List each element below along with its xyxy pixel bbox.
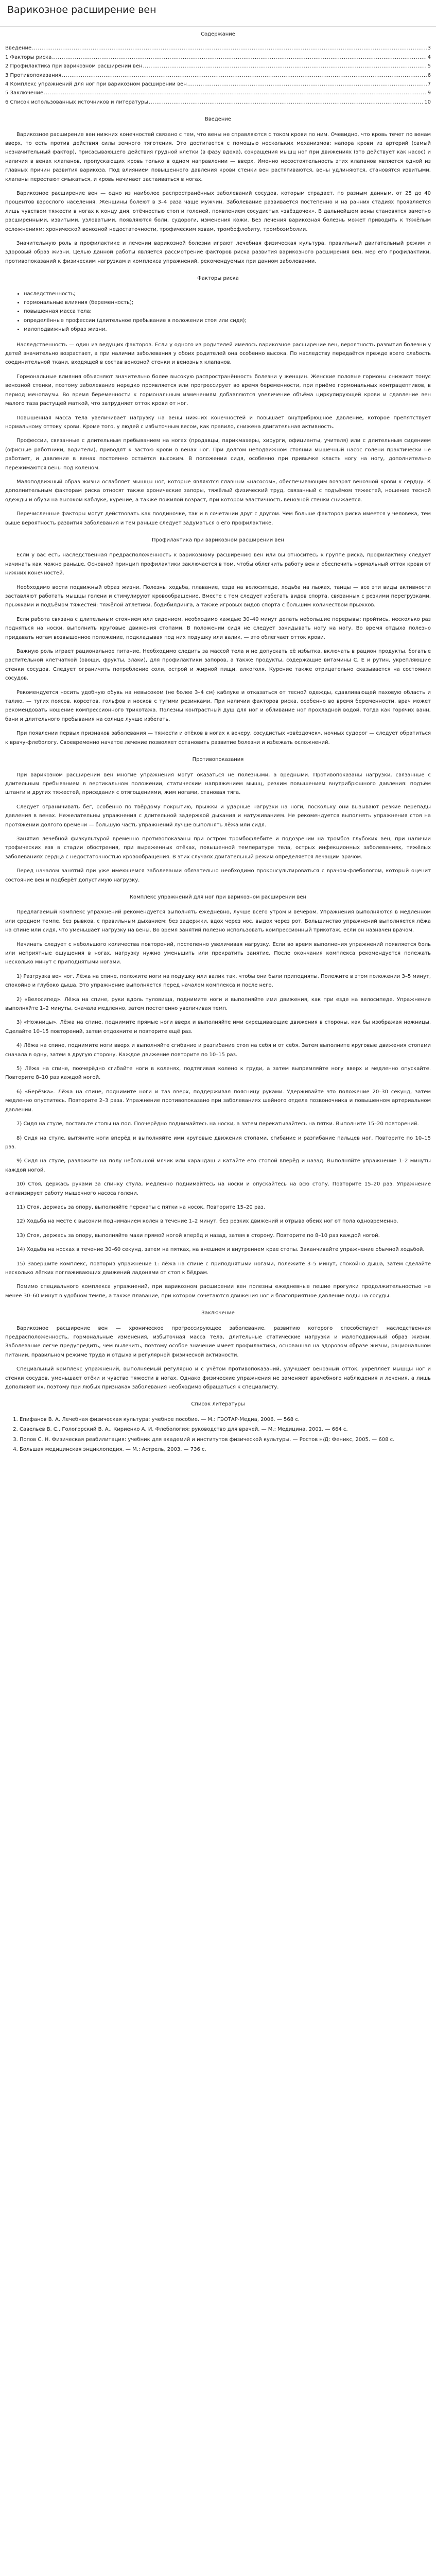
exercise-item: 9) Сидя на стуле, разложите на полу небольшой мячик или карандаш и катайте его стопой вперёд и назад. Выполняйте упражнение 1–2 минуты каждой ногой. [5,1158,431,1173]
intro-paragraph: Значительную роль в профилактике и лечении варикозной болезни играют лечебная физическая культура, правильный двигательный режим и здоровый образ жизни. Целью данной работы является рассмотрение факторов риска развития варикозного расширения вен, мер его профилактики, противопоказаний к физическим нагрузкам и комплекса упражнений, рекомендуемых при данном заболевании. [5,241,431,264]
intro-heading: Введение [204,116,232,123]
toc-leader-dots [44,89,427,97]
exercises-closing [5,1282,431,1300]
exercise-item: 12) Ходьба на месте с высоким подниманием колен в течение 1–2 минут, без резких движений и отрыва обеих ног от пола одновременно. [16,1218,398,1225]
exercise-item: 11) Стоя, держась за опору, выполняйте перекаты с пятки на носок. Повторите 15–20 раз. [16,1204,265,1210]
reference-item: 4. Большая медицинская энциклопедия. — М.: Астрель, 2003. — 736 с. [20,1445,431,1454]
reference-item: 2. Савельев В. С., Гологорский В. А., Кириенко А. И. Флебология: руководство для врачей. — М.: Медицина, 2001. — 664 с. [20,1425,431,1434]
risk-factor-item: • повышенная масса тела; [24,307,431,316]
contraindication-paragraph: Занятия лечебной физкультурой временно противопоказаны при остром тромбофлебите и подозрении на тромбоз глубоких вен, при наличии трофических язв в стадии обострения, при выраженных отёках, повышенной температуре тела, острых инфекционных заболеваниях, тяжёлых заболеваниях сердца с недостаточностью кровообращения. В этих случаях двигательный режим определяется лечащим врачом. [5,836,431,860]
toc-leader-dots [62,71,427,80]
risk-paragraph: Наследственность — один из ведущих факторов. Если у одного из родителей имелось варикозное расширение вен, вероятность развития болезни у детей значительно возрастает, а при наличии заболевания у обоих родителей она особенно высока. По наследству передаётся прежде всего слабость соединительной ткани, входящей в состав венозной стенки и венозных клапанов. [5,342,431,366]
toc-entry-label: 6 Список использованных источников и литературы [5,99,148,105]
toc-entry[interactable] [5,44,431,53]
exercise-item: 7) Сидя на стуле, поставьте стопы на пол. Поочерёдно поднимайтесь на носки, а затем перекатывайтесь на пятки. Выполните 15–20 повторений. [16,1121,419,1127]
toc-entry[interactable] [5,89,431,97]
prevention-paragraph: Если у вас есть наследственная предрасположенность к варикозному расширению вен или вы относитесь к группе риска, профилактику следует начинать как можно раньше. Основной принцип профилактики заключается в том, чтобы облегчить работу вен и обеспечить нормальный отток крови от нижних конечностей. [5,552,431,577]
risk-section [5,341,431,528]
exercise-item: 14) Ходьба на носках в течение 30–60 секунд, затем на пятках, на внешнем и внутреннем крае стопы. Заканчивайте упражнение обычной ходьбой. [16,1247,425,1253]
toc-entry-label: 1 Факторы риска [5,54,52,60]
document-body [5,30,431,1455]
contraindications-section [5,771,431,885]
toc-entry-label: 3 Противопоказания [5,72,62,78]
risk-factor-list [5,290,431,334]
references-heading: Список литературы [191,1401,245,1408]
conclusion-paragraph: Варикозное расширение вен — хроническое прогрессирующее заболевание, развитию которого способствуют наследственная предрасположенность, гормональные изменения, избыточная масса тела, длительные статические нагрузки и малоподвижный образ жизни. Заболевание легче предупредить, чем вылечить, поэтому особое значение имеет профилактика, основанная на здоровом образе жизни, рациональном питании, правильном режиме труда и отдыха и регулярной физической активности. [5,1325,431,1358]
toc-entry-label: 5 Заключение [5,90,44,96]
exercise-list [5,972,431,1278]
intro-paragraph: Варикозное расширение вен — одно из наиболее распространённых заболеваний сосудов, которым страдает, по разным данным, от 25 до 40 процентов взрослого населения. Женщины болеют в 3–4 раза чаще мужчин. Заболевание развивается постепенно и на ранних стадиях проявляется лишь чувством тяжести в ногах к концу дня, отёчностью стоп и голеней, появлением сосудистых «звёздочек». В дальнейшем вены становятся заметно расширенными, извитыми, узловатыми, появляются боли, судороги, изменения кожи. Без лечения варикозная болезнь может приводить к тяжёлым осложнениям: хронической венозной недостаточности, трофическим язвам, тромбофлебиту, тромбоэмболии. [5,190,431,232]
toc-entry[interactable] [5,80,431,89]
risk-factor-item: • определённые профессии (длительное пребывание в положении стоя или сидя); [24,316,431,325]
risk-paragraph: Гормональные влияния объясняют значительно более высокую распространённость болезни у женщин. Женские половые гормоны снижают тонус венозной стенки, поэтому заболевание нередко проявляется или прогрессирует во время беременности, при приёме гормональных контрацептивов, в период менопаузы. Во время беременности к гормональным изменениям добавляются увеличение объёма циркулирующей крови и сдавление вен малого таза растущей маткой, что затрудняет отток крови от ног. [5,374,431,407]
toc-leader-dots [32,44,427,53]
risk-factor-item: • малоподвижный образ жизни. [24,325,431,334]
toc-entry-page: 9 [427,90,431,96]
exercise-item: 8) Сидя на стуле, вытяните ноги вперёд и выполняйте ими круговые движения стопами, сгибание и разгибание пальцев ног. Повторите по 10–15 раз. [5,1135,431,1150]
risk-heading: Факторы риска [197,276,239,282]
conclusion-heading: Заключение [201,1310,235,1316]
contra-heading: Противопоказания [192,757,244,763]
contraindication-paragraph: При варикозном расширении вен многие упражнения могут оказаться не полезными, а вредными. Противопоказаны нагрузки, связанные с длительным пребыванием в вертикальном положении, статическим напряжением мышц, резким повышением внутрибрюшного давления: подъём штанги и других тяжестей, приседания с отягощениями, жим ногами, становая тяга. [5,772,431,796]
table-of-contents [5,44,431,107]
exercises-closing-paragraph: Помимо специального комплекса упражнений, при варикозном расширении вен полезны ежедневные пешие прогулки продолжительностью не менее 30–60 минут в удобном темпе, а также плавание, при котором сочетаются движения ног и благоприятное давление воды на сосуды. [5,1284,431,1299]
contraindication-paragraph: Перед началом занятий при уже имеющемся заболевании обязательно необходимо проконсультироваться с врачом-флебологом, который оценит состояние вен и подберёт допустимую нагрузку. [5,868,431,883]
exercise-item: 13) Стоя, держась за опору, выполняйте махи прямой ногой вперёд и назад, затем в сторону. Повторите по 8–10 раз каждой ногой. [16,1232,380,1239]
exercise-item: 6) «Берёзка». Лёжа на спине, поднимите ноги и таз вверх, поддерживая поясницу руками. Удерживайте это положение 20–30 секунд, затем медленно опуститесь. Повторите 2–3 раза. Упражнение противопоказано при заболеваниях шейного отдела позвоночника и повышенном артериальном давлении. [5,1089,431,1113]
risk-paragraph: Повышенная масса тела увеличивает нагрузку на вены нижних конечностей и повышает внутрибрюшное давление, которое препятствует нормальному оттоку крови. Кроме того, у людей с избыточным весом, как правило, снижена двигательная активность. [5,415,431,430]
toc-leader-dots [52,53,427,62]
risk-factor-item: • наследственность; [24,290,431,298]
toc-entry-label: 4 Комплекс упражнений для ног при варикозном расширении вен [5,81,187,87]
page-title: Варикозное расширение вен [7,4,156,15]
toc-entry-page: 7 [427,81,431,87]
intro-section [5,130,431,266]
exercise-item: 4) Лёжа на спине, поднимите ноги вверх и выполняйте сгибание и разгибание стоп на себя и от себя. Затем выполните круговые движения стопами сначала в одну, затем в другую сторону. Каждое движение повторите по 10–15 раз. [5,1043,431,1058]
risk-paragraph: Перечисленные факторы могут действовать как поодиночке, так и в сочетании друг с другом. Чем больше факторов риска имеется у человека, тем выше вероятность развития заболевания и тем раньше следует задуматься о его профилактике. [5,511,431,526]
toc-entry-page: 3 [427,45,431,52]
conclusion-paragraph: Специальный комплекс упражнений, выполняемый регулярно и с учётом противопоказаний, улучшает венозный отток, укрепляет мышцы ног и стенки сосудов, уменьшает отёки и чувство тяжести в ногах. Однако физические упражнения не заменяют врачебного наблюдения и лечения, а лишь дополняют их, поэтому при любых признаках заболевания необходимо обращаться к специалисту. [5,1366,431,1391]
toc-entry-page: 4 [427,54,431,60]
prevention-paragraph: Рекомендуется носить удобную обувь на невысоком (не более 3–4 см) каблуке и отказаться от тесной одежды, сдавливающей паховую область и талию, — тугих поясов, корсетов, гольфов и носков с тугими резинками. При наличии факторов риска, особенно во время беременности, врач может рекомендовать ношение компрессионного трикотажа. Полезны контрастный душ для ног и обливание ног прохладной водой, тогда как горячих ванн, бани и длительного пребывания на солнце лучше избегать. [5,689,431,722]
exercise-item: 5) Лёжа на спине, поочерёдно сгибайте ноги в коленях, подтягивая колено к груди, а затем выпрямляйте ногу вверх и медленно опускайте. Повторите 8–10 раз каждой ногой. [5,1066,431,1081]
exercise-item: 10) Стоя, держась руками за спинку стула, медленно поднимайтесь на носки и опускайтесь на всю стопу. Повторите 15–20 раз. Упражнение активизирует работу мышечного насоса голени. [5,1181,431,1196]
toc-entry[interactable] [5,98,431,107]
exercise-item: 15) Завершите комплекс, повторив упражнение 1: лёжа на спине с приподнятыми ногами, полежите 3–5 минут, спокойно дыша, затем сделайте несколько лёгких поглаживающих движений ладонями от стоп к бёдрам. [5,1261,431,1276]
risk-paragraph: Профессии, связанные с длительным пребыванием на ногах (продавцы, парикмахеры, хирурги, официанты, учителя) или с длительным сидением (офисные работники, водители), приводят к застою крови в венах ног. При долгом неподвижном стоянии мышечный насос голени практически не работает, и давление в венах постоянно остаётся высоким. В положении сидя, особенно при привычке класть ногу на ногу, дополнительно пережимаются вены под коленом. [5,438,431,471]
exercise-item: 3) «Ножницы». Лёжа на спине, поднимите прямые ноги вверх и выполняйте ими скрещивающие движения в стороны, как бы изображая ножницы. Сделайте 10–15 повторений, затем отдохните и повторите ещё раз. [5,1020,431,1035]
toc-entry[interactable] [5,71,431,80]
conclusion-section [5,1324,431,1392]
reference-item: 3. Попов С. Н. Физическая реабилитация: учебник для академий и институтов физической культуры. — Ростов н/Д: Феникс, 2005. — 608 с. [20,1435,431,1444]
prevention-section [5,551,431,747]
toc-entry-label: Введение [5,45,32,52]
toc-entry-label: 2 Профилактика при варикозном расширении вен [5,63,143,70]
toc-entry[interactable] [5,62,431,71]
toc-leader-dots [187,80,427,89]
prevention-paragraph: Если работа связана с длительным стоянием или сидением, необходимо каждые 30–40 минут делать небольшие перерывы: пройтись, несколько раз подняться на носки, выполнить круговые движения стопами. В положении сидя не следует закидывать ногу на ногу. Во время отдыха полезно придавать ногам возвышенное положение, подкладывая под них подушку или валик, — это облегчает отток крови. [5,616,431,640]
exercise-item: 2) «Велосипед». Лёжа на спине, руки вдоль туловища, поднимите ноги и выполняйте ими движения, как при езде на велосипеде. Упражнение выполняйте 1–2 минуты, сначала медленно, затем постепенно увеличивая темп. [5,996,431,1012]
exercises-intro-paragraph: Предлагаемый комплекс упражнений рекомендуется выполнять ежедневно, лучше всего утром и вечером. Упражнения выполняются в медленном или среднем темпе, без рывков, с правильным дыханием: без задержки, вдох через нос, выдох через рот. Большинство упражнений выполняется лёжа на спине или сидя, что уменьшает нагрузку на вены. Во время занятий полезно использовать компрессионный трикотаж, если он назначен врачом. [5,909,431,934]
references-list [5,1415,431,1454]
exercise-item: 1) Разгрузка вен ног. Лёжа на спине, положите ноги на подушку или валик так, чтобы они были приподняты. Полежите в этом положении 3–5 минут, спокойно и глубоко дыша. Это упражнение выполняется перед началом комплекса и после него. [5,973,431,989]
intro-paragraph: Варикозное расширение вен нижних конечностей связано с тем, что вены не справляются с током крови по ним. Очевидно, что кровь течет по венам вверх, то есть против действия силы земного тяготения. Это достигается с помощью нескольких механизмов: напора крови из артерий (самый незначительный фактор), присасывающего действия грудной клетки (в фазу вдоха), сокращения мышц ног при движениях (это действует как насос) и наличия в венах клапанов, пропускающих кровь только в одном направлении — вверх. Именно несостоятельность этих клапанов является одной из главных причин развития варикоза. Под влиянием повышенного давления крови стенки вен растягиваются, вены удлиняются, становятся извитыми, клапаны перестают смыкаться, и кровь начинает застаиваться в ногах. [5,131,431,182]
prevention-paragraph: Необходимо вести подвижный образ жизни. Полезны ходьба, плавание, езда на велосипеде, ходьба на лыжах, танцы — все эти виды активности заставляют работать мышцы голени и стимулируют кровообращение. Вместе с тем следует избегать видов спорта, связанных с резкими перегрузками, прыжками и подъёмом тяжестей: тяжёлой атлетики, бодибилдинга, а также игровых видов спорта с большим количеством прыжков. [5,584,431,608]
toc-heading: Содержание [201,31,235,37]
reference-item: 1. Епифанов В. А. Лечебная физическая культура: учебное пособие. — М.: ГЭОТАР-Медиа, 2006. — 568 с. [20,1415,431,1424]
toc-leader-dots [143,62,427,71]
risk-factor-item: • гормональные влияния (беременность); [24,298,431,307]
page-header [0,0,436,27]
prevention-heading: Профилактика при варикозном расширении вен [152,537,284,543]
prevention-paragraph: Важную роль играет рациональное питание. Необходимо следить за массой тела и не допускать её избытка, включать в рацион продукты, богатые растительной клетчаткой (овощи, фрукты, злаки), для профилактики запоров, а также продукты, содержащие витамины С, Е и рутин, укрепляющие стенки сосудов. Следует ограничить потребление соли, острой и жирной пищи, алкоголя. Курение также отрицательно сказывается на состоянии сосудов. [5,649,431,682]
risk-paragraph: Малоподвижный образ жизни ослабляет мышцы ног, которые являются главным «насосом», обеспечивающим возврат венозной крови к сердцу. К дополнительным факторам риска относят также хронические запоры, тяжёлый физический труд, связанный с подъёмом тяжестей, ношение тесной одежды и обуви на высоком каблуке, курение, а также пожилой возраст, при котором эластичность венозной стенки снижается. [5,479,431,503]
exercises-intro [5,908,431,967]
toc-entry-page: 5 [427,63,431,70]
exercises-intro-paragraph: Начинать следует с небольшого количества повторений, постепенно увеличивая нагрузку. Если во время выполнения упражнений появляется боль или неприятные ощущения в ногах, нагрузку нужно уменьшить или прекратить занятие. После окончания комплекса рекомендуется полежать несколько минут с приподнятыми ногами. [5,941,431,965]
toc-entry-page: 10 [424,99,431,105]
contraindication-paragraph: Следует ограничивать бег, особенно по твёрдому покрытию, прыжки и ударные нагрузки на ноги, поскольку они вызывают резкие перепады давления в венах. Нежелательны упражнения с длительной задержкой дыхания и натуживанием. Не рекомендуется выполнять упражнения стоя на протяжении долгого времени — большую часть упражнений лучше выполнять лёжа или сидя. [5,804,431,828]
toc-leader-dots [149,98,424,107]
toc-entry[interactable] [5,53,431,62]
toc-entry-page: 6 [427,72,431,78]
prevention-paragraph: При появлении первых признаков заболевания — тяжести и отёков в ногах к вечеру, сосудистых «звёздочек», ночных судорог — следует обратиться к врачу-флебологу. Своевременно начатое лечение позволяет остановить развитие болезни и избежать осложнений. [5,731,431,745]
exercises-heading: Комплекс упражнений для ног при варикозном расширении вен [129,894,307,900]
